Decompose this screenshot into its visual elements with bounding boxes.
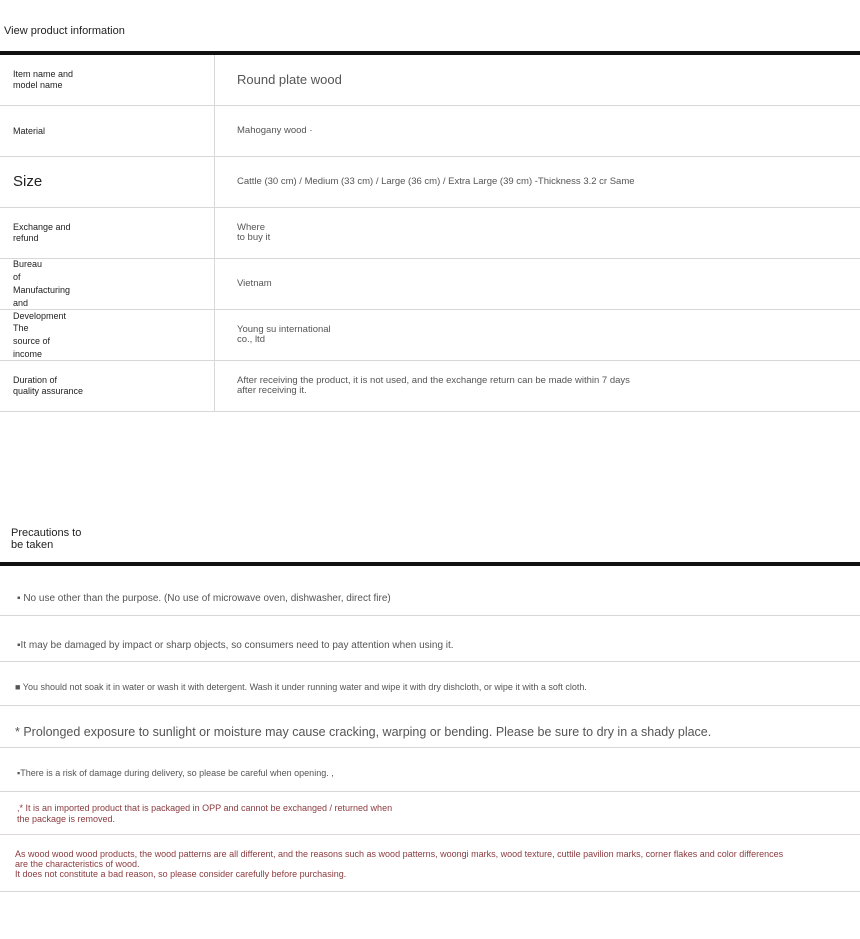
table-row-item-name <box>0 55 860 106</box>
row-label: Size <box>13 173 43 190</box>
precautions-title-text: Precautions to be taken <box>11 527 82 551</box>
row-value: Mahogany wood · <box>237 125 313 136</box>
precaution-text: ■ You should not soak it in water or wash it with detergent. Wash it under running water and wipe it with dry dishcloth, or wipe it with a soft cloth. <box>15 682 587 692</box>
column-divider <box>214 157 215 207</box>
row-label: Material <box>13 125 46 136</box>
section-divider <box>0 562 860 566</box>
precaution-warning-text: ,* It is an imported product that is packaged in OPP and cannot be exchanged / returned when the package is removed. <box>17 803 393 824</box>
precaution-warning-text: As wood wood wood products, the wood patterns are all different, and the reasons such as wood patterns, woongi marks, wood texture, cuttile pavilion marks, corner flakes and color differences are the characteristics of wood. It does not constitute a bad reason, so please consider carefully before purchasing. <box>15 849 784 879</box>
list-item <box>0 616 860 662</box>
list-item <box>0 662 860 706</box>
row-label: Exchange and refund <box>13 222 71 243</box>
column-divider <box>214 361 215 411</box>
precautions-title <box>11 527 81 551</box>
row-value: After receiving the product, it is not used, and the exchange return can be made within 7 days after receiving it. <box>237 375 630 396</box>
column-divider <box>214 310 215 360</box>
precaution-text: ▪ No use other than the purpose. (No use of microwave oven, dishwasher, direct fire) <box>17 593 391 604</box>
product-info-title: View product information <box>4 25 125 37</box>
table-row-source <box>0 310 860 361</box>
row-label: Bureau of Manufacturing and Development <box>13 259 71 321</box>
row-value: Round plate wood <box>237 72 342 87</box>
row-label: Duration of quality assurance <box>13 375 84 396</box>
row-value: Vietnam <box>237 278 272 289</box>
column-divider <box>214 208 215 258</box>
list-item <box>0 748 860 792</box>
precaution-text: ▪It may be damaged by impact or sharp objects, so consumers need to pay attention when using it. <box>17 640 454 651</box>
column-divider <box>214 55 215 105</box>
product-info-table <box>0 55 860 412</box>
row-label: The source of income <box>13 323 51 359</box>
table-row-quality-assurance <box>0 361 860 412</box>
list-item <box>0 835 860 892</box>
table-row-material <box>0 106 860 157</box>
precaution-text: ▪There is a risk of damage during delivery, so please be careful when opening. , <box>17 768 334 778</box>
table-row-manufacturing <box>0 259 860 321</box>
row-value: Young su international co., ltd <box>237 324 331 345</box>
table-row-size <box>0 157 860 208</box>
row-value: Where to buy it <box>237 222 271 243</box>
column-divider <box>214 259 215 309</box>
row-value: Cattle (30 cm) / Medium (33 cm) / Large (36 cm) / Extra Large (39 cm) -Thickness 3.2 cr Same <box>237 176 635 187</box>
list-item <box>0 792 860 835</box>
column-divider <box>214 106 215 156</box>
list-item <box>0 706 860 748</box>
precaution-text: * Prolonged exposure to sunlight or moisture may cause cracking, warping or bending. Please be sure to dry in a shady place. <box>15 725 712 739</box>
list-item <box>0 573 860 616</box>
table-row-exchange <box>0 208 860 259</box>
row-label: Item name and model name <box>13 69 74 90</box>
